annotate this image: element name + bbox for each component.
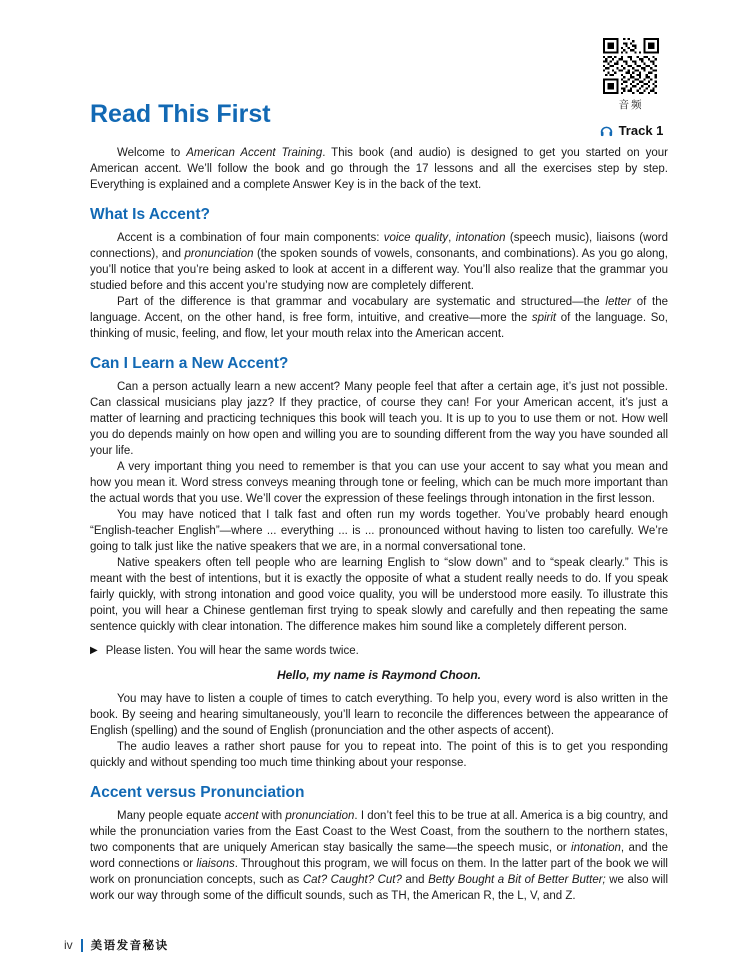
paragraph: You may have to listen a couple of times to catch everything. To help you, every word is also written in the book. By seeing and hearing simultaneously, you’ll learn to reconcile the differences between the appearance of English (spelling) and the sound of English (pronunciation and the other aspects of accent).	[90, 693, 668, 737]
listen-prompt-text: Please listen. You will hear the same words twice.	[105, 645, 359, 657]
qr-audio-label: 音频	[618, 99, 644, 111]
audio-quote: Hello, my name is Raymond Choon.	[276, 668, 482, 682]
section-heading-accent-vs-pronunciation: Accent versus Pronunciation	[90, 784, 305, 801]
play-arrow-icon: ▶	[90, 645, 98, 656]
page-footer	[64, 937, 169, 953]
book-title: 美语发音秘诀	[90, 940, 169, 952]
paragraph: You may have noticed that I talk fast and often run my words together. You’ve probably heard enough “English-teacher English”—where ... everything ... is ... pronounced without having to listen too carefully. We’re going to talk just like the native speakers that we are, in a normal conversational tone.	[90, 509, 668, 553]
paragraph: Native speakers often tell people who are learning English to “slow down” and to “speak clearly.” This is meant with the best of intentions, but it is exactly the opposite of what a student really needs to do. If you speak fairly quickly, with strong intonation and good voice quality, you will be understood more easily. To illustrate this point, you will hear a Chinese gentleman first trying to speak slowly and carefully and then repeating the same sentence quickly with clear intonation. The difference makes him sound like a completely different person.	[90, 557, 668, 633]
page-content	[90, 0, 668, 904]
page-title: Read This First	[90, 100, 271, 128]
footer-divider	[81, 939, 83, 952]
paragraph: Part of the difference is that grammar and vocabulary are systematic and structured—the letter of the language. Accent, on the other hand, is free form, intuitive, and creative—more the spirit of the language. So, thinking of music, feeling, and flow, let your mouth relax into the American accent.	[90, 296, 669, 340]
paragraph: A very important thing you need to remember is that you can use your accent to say what you mean and how you mean it. Word stress conveys meaning through tone or feeling, which can be much more important than the actual words that you use. We’ll cover the expression of these feelings through intonation in the first lesson.	[90, 461, 668, 505]
track-label: Track 1	[618, 123, 664, 138]
section-heading-what-is-accent: What Is Accent?	[90, 206, 210, 223]
paragraph: Welcome to American Accent Training. This book (and audio) is designed to get you started on your American accent. We’ll follow the book and go through the 17 lessons and all the exercises step by step. Everything is explained and a complete Answer Key is in the back of the text.	[90, 147, 668, 191]
section-heading-learn-new-accent: Can I Learn a New Accent?	[90, 355, 289, 372]
paragraph: Many people equate accent with pronunciation. I don’t feel this to be true at all. America is a big country, and while the pronunciation varies from the East Coast to the West Coast, from the southern to the northern states, two components that are uniquely American stay basically the same—the speech music, or intonation, and the word connections or liaisons. Throughout this program, we will focus on them. In the latter part of the book we will work on pronunciation concepts, such as Cat? Caught? Cut? and Betty Bought a Bit of Better Butter; we also will work our way through some of the difficult sounds, such as TH, the American R, the L, V, and Z.	[90, 810, 669, 902]
listen-prompt-row	[90, 643, 668, 659]
paragraph: Accent is a combination of four main components: voice quality, intonation (speech music), liaisons (word connections), and pronunciation (the spoken sounds of vowels, consonants, and combinations). As you go along, you’ll notice that you’re being asked to look at accent in a different way. You’ll also realize that the grammar you studied before and this accent you’re studying now are completely different.	[90, 232, 668, 292]
paragraph: The audio leaves a rather short pause for you to repeat into. The point of this is to get you responding quickly and without spending too much time thinking about your response.	[90, 741, 668, 769]
page-number: iv	[64, 938, 73, 952]
paragraph: Can a person actually learn a new accent? Many people feel that after a certain age, it’s just not possible. Can classical musicians play jazz? If they practice, of course they can! For your American accent, it’s just a matter of learning and practicing techniques this book will teach you. It is up to you to use them or not. How well you do depends mainly on how open and willing you are to sounding different from the way you have sounded all your life.	[90, 381, 668, 457]
